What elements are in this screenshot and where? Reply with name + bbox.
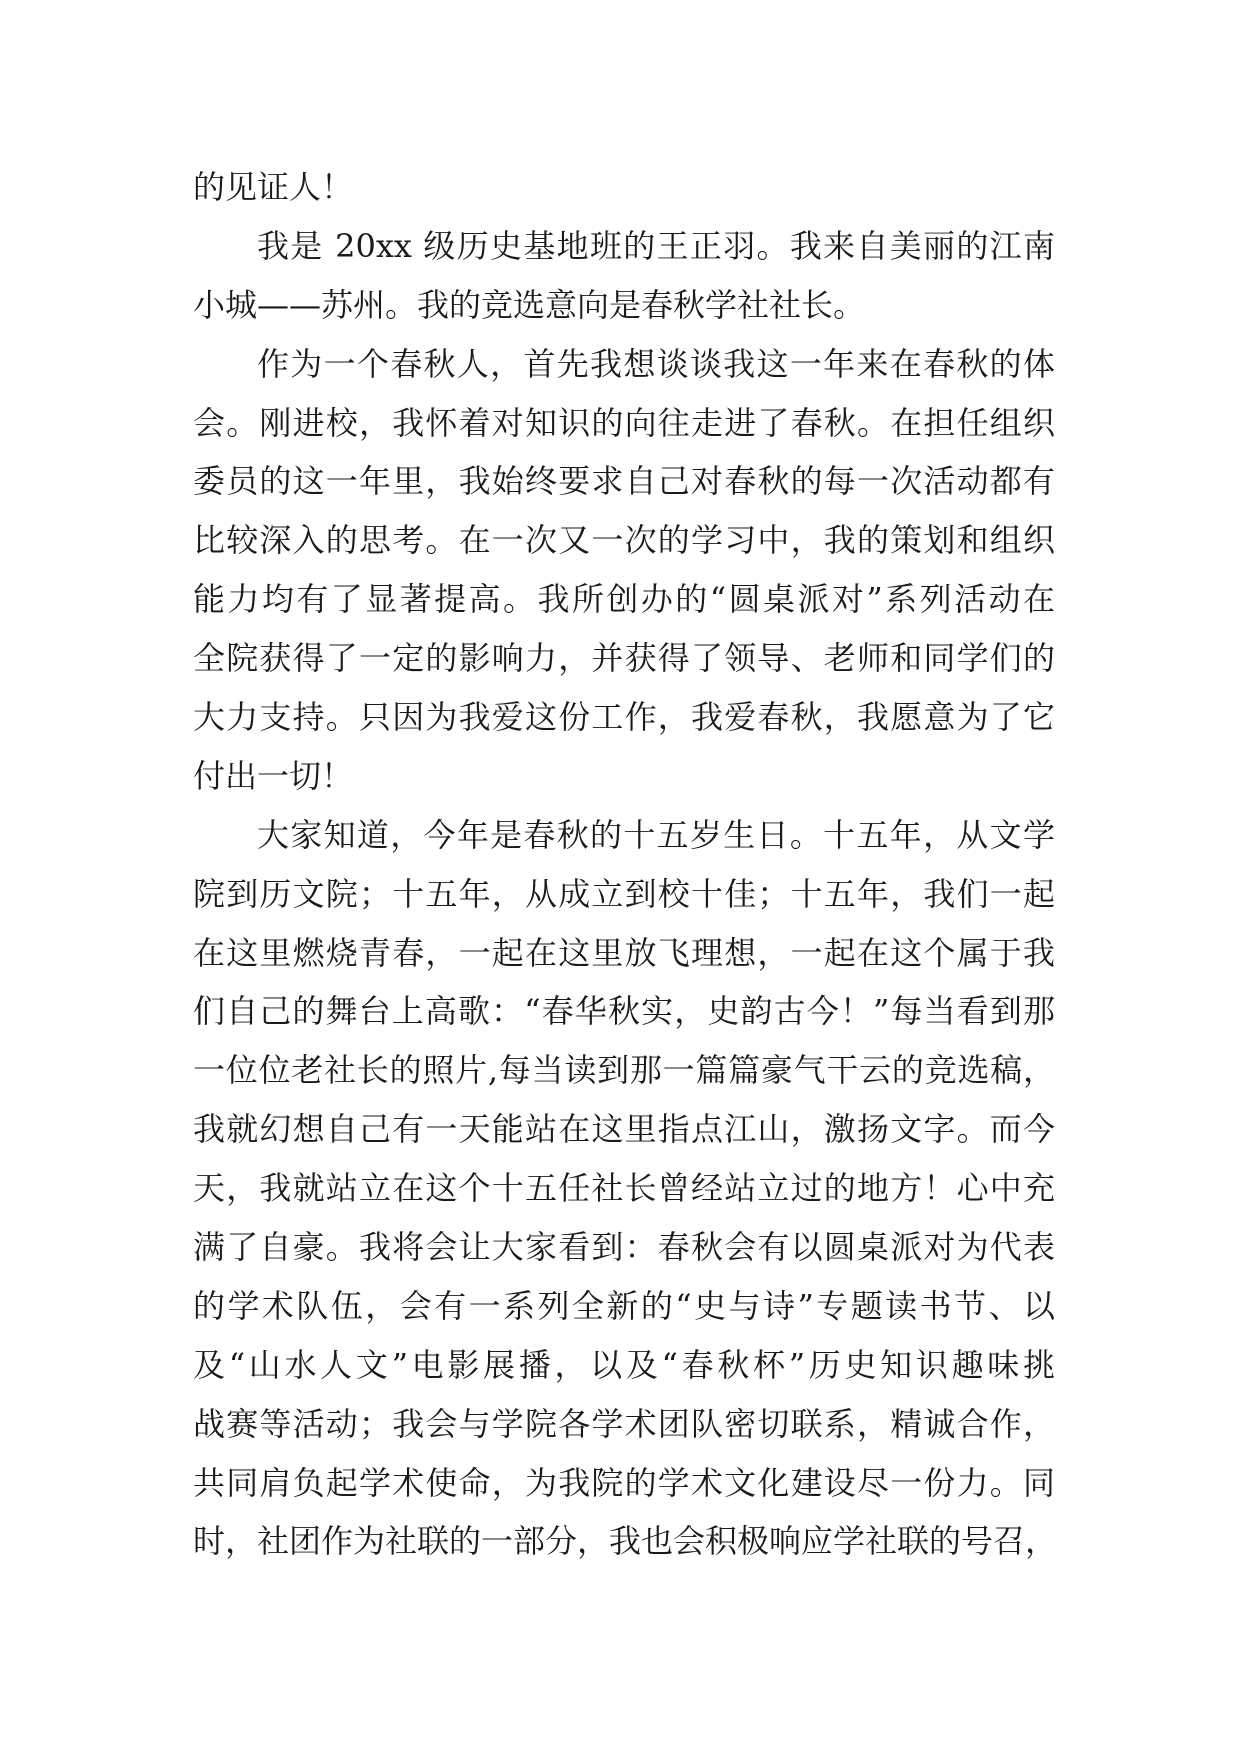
- text-line: 我是 20xx 级历史基地班的王正羽。我来自美丽的江南: [257, 226, 1055, 265]
- text-line: 满了自豪。我将会让大家看到：春秋会有以圆桌派对为代表: [193, 1228, 1055, 1267]
- text-line: 的见证人！: [193, 168, 354, 206]
- body-text: [193, 158, 1058, 1571]
- text-line: 全院获得了一定的影响力，并获得了领导、老师和同学们的: [193, 639, 1055, 678]
- text-line: 时，社团作为社联的一部分，我也会积极响应学社联的号召，: [193, 1522, 1058, 1561]
- text-line: 大家知道，今年是春秋的十五岁生日。十五年，从文学: [257, 815, 1055, 854]
- text-line: 一位位老社长的照片,每当读到那一篇篇豪气干云的竞选稿，: [193, 1051, 1055, 1090]
- text-line: 委员的这一年里，我始终要求自己对春秋的每一次活动都有: [193, 462, 1055, 501]
- text-line: 大力支持。只因为我爱这份工作，我爱春秋，我愿意为了它: [193, 698, 1055, 737]
- text-line: 能力均有了显著提高。我所创办的“圆桌派对”系列活动在: [193, 580, 1055, 619]
- text-line: 我就幻想自己有一天能站在这里指点江山，激扬文字。而今: [193, 1110, 1055, 1149]
- text-line: 会。刚进校，我怀着对知识的向往走进了春秋。在担任组织: [193, 403, 1055, 442]
- text-line: 作为一个春秋人，首先我想谈谈我这一年来在春秋的体: [257, 344, 1055, 383]
- text-line: 的学术队伍，会有一系列全新的“史与诗”专题读书节、以: [193, 1286, 1055, 1325]
- text-line: 天，我就站立在这个十五任社长曾经站立过的地方！心中充: [193, 1169, 1055, 1208]
- text-line: 战赛等活动；我会与学院各学术团队密切联系，精诚合作，: [193, 1404, 1055, 1443]
- text-line: 小城——苏州。我的竞选意向是春秋学社社长。: [193, 285, 866, 324]
- text-line: 比较深入的思考。在一次又一次的学习中，我的策划和组织: [193, 521, 1055, 560]
- text-line: 共同肩负起学术使命，为我院的学术文化建设尽一份力。同: [193, 1463, 1055, 1502]
- text-line: 付出一切！: [193, 756, 354, 795]
- text-line: 及“山水人文”电影展播，以及“春秋杯”历史知识趣味挑: [193, 1345, 1055, 1384]
- text-line: 在这里燃烧青春，一起在这里放飞理想，一起在这个属于我: [193, 933, 1055, 972]
- text-line: 们自己的舞台上高歌：“春华秋实，史韵古今！”每当看到那: [193, 992, 1055, 1031]
- text-line: 院到历文院；十五年，从成立到校十佳；十五年，我们一起: [193, 874, 1055, 913]
